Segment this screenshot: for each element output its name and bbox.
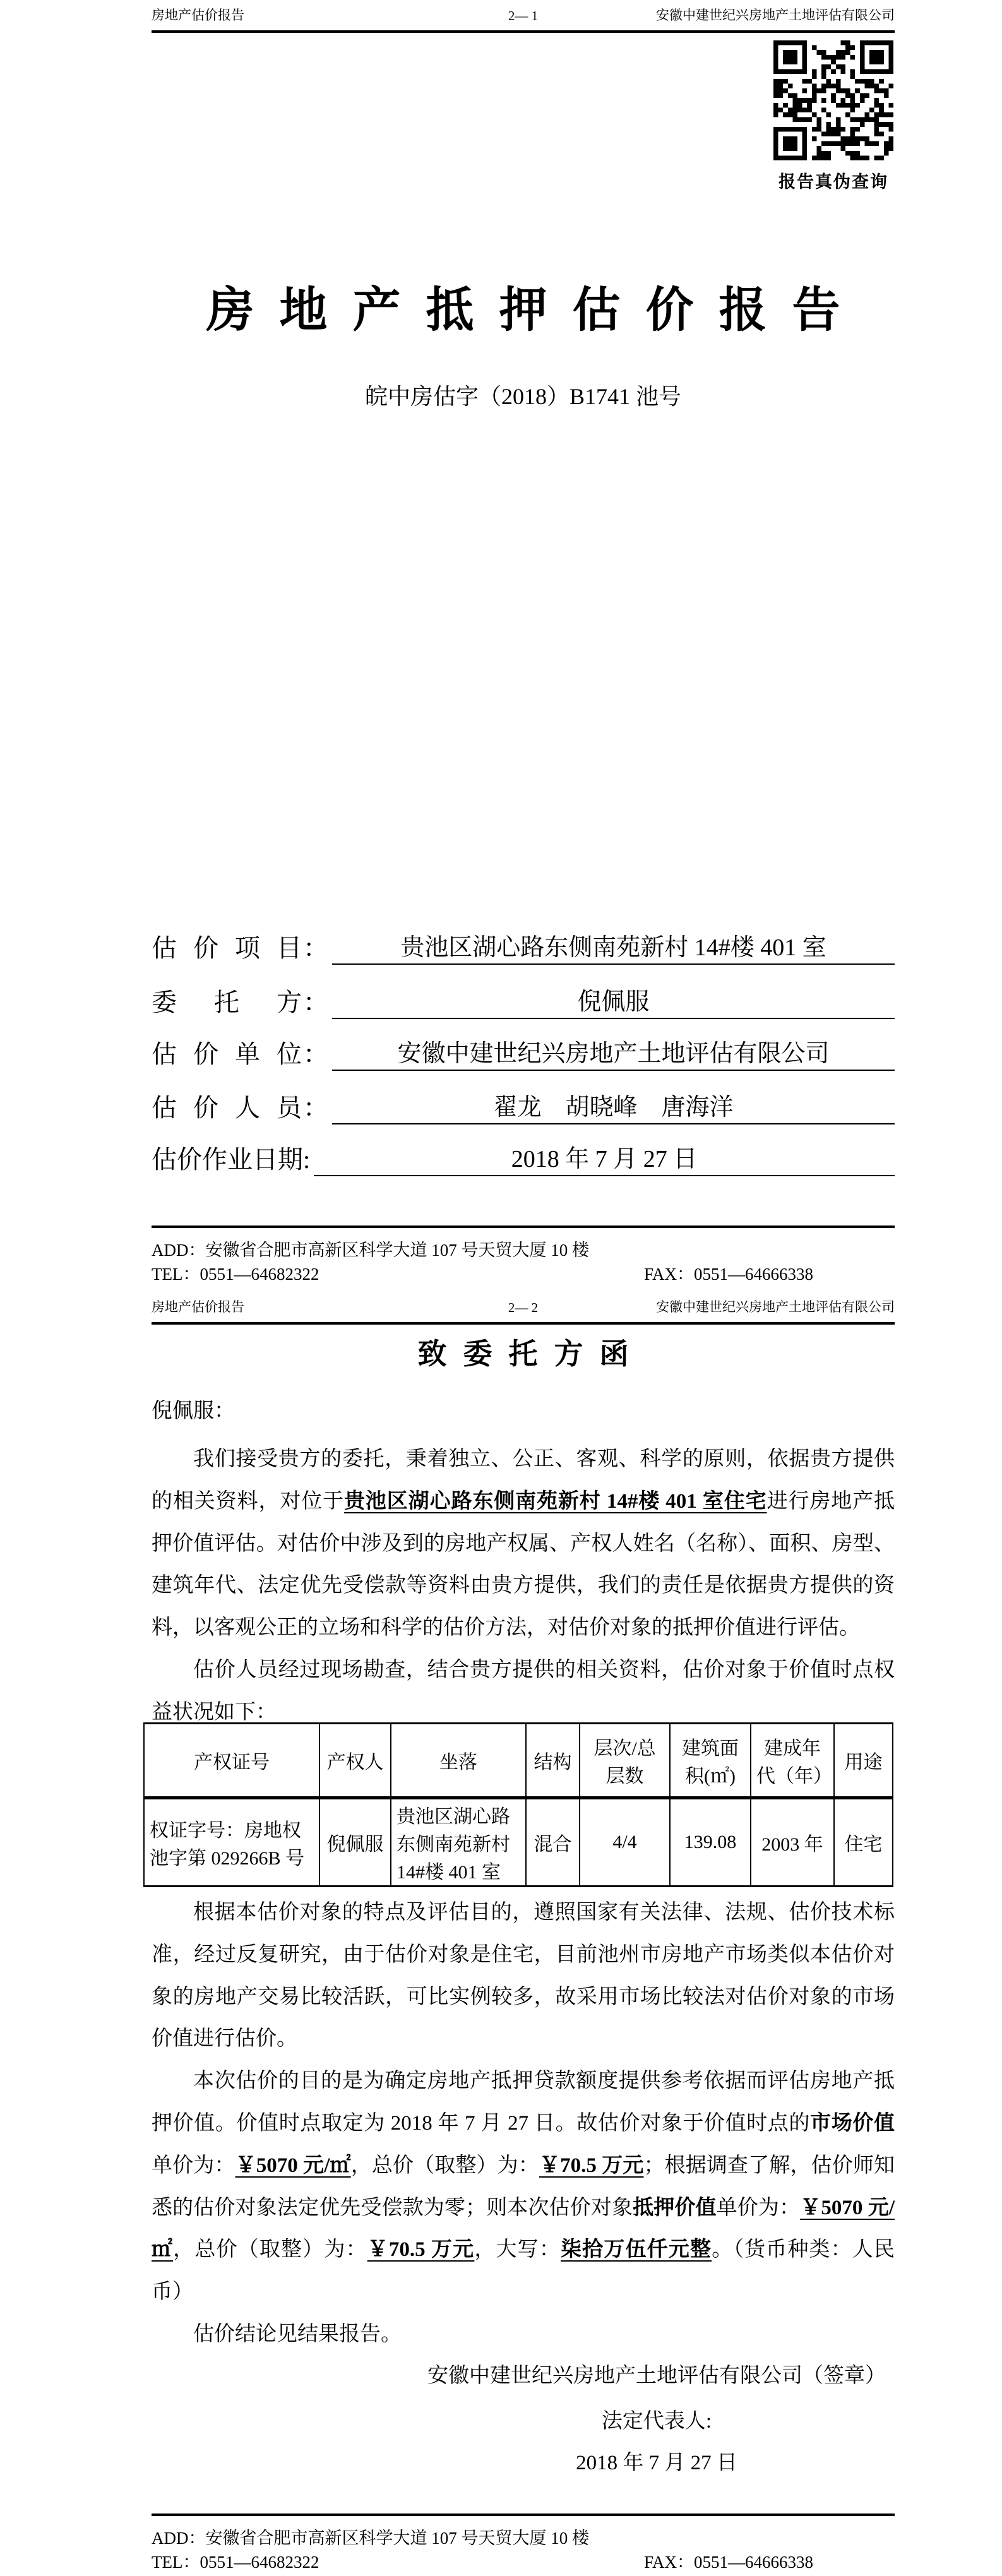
col-cert-no: 产权证号 bbox=[144, 1724, 319, 1798]
qr-caption: 报告真伪查询 bbox=[778, 172, 888, 191]
signature-company: 安徽中建世纪兴房地产土地评估有限公司（签章） bbox=[427, 2364, 886, 2387]
header-company-name: 安徽中建世纪兴房地产土地评估有限公司 bbox=[656, 1299, 895, 1315]
page-header bbox=[152, 5, 895, 33]
col-year-built: 建成年代（年） bbox=[751, 1724, 834, 1798]
page-footer bbox=[152, 2513, 895, 2574]
footer-contacts bbox=[152, 2550, 895, 2574]
field-label: 估 价 人 员 bbox=[152, 1094, 302, 1122]
letter-title: 致委托方函 bbox=[417, 1338, 645, 1370]
salutation: 倪佩服： bbox=[152, 1400, 235, 1422]
col-location: 坐落 bbox=[391, 1724, 526, 1798]
cell-use: 住宅 bbox=[834, 1798, 893, 1887]
col-floor: 层次/总层数 bbox=[580, 1724, 670, 1798]
footer-address: ADD：安徽省合肥市高新区科学大道 107 号天贸大厦 10 楼 bbox=[152, 1241, 589, 1260]
field-value: 贵池区湖心路东侧南苑新村 14#楼 401 室 bbox=[332, 932, 895, 965]
footer-tel: TEL：0551—64682322 bbox=[152, 1265, 319, 1284]
col-structure: 结构 bbox=[526, 1724, 580, 1798]
table-header-row bbox=[144, 1724, 893, 1798]
report-title: 房地产抵押估价报告 bbox=[206, 284, 866, 337]
letter-body-lower bbox=[152, 1892, 895, 2356]
signature-block bbox=[417, 2355, 897, 2484]
header-page-number: 2— 1 bbox=[508, 8, 539, 23]
footer-contacts bbox=[152, 1262, 895, 1286]
page-footer bbox=[152, 1225, 895, 1286]
qr-code-icon bbox=[773, 40, 893, 160]
field-agency bbox=[152, 1038, 895, 1071]
signature-date: 2018 年 7 月 27 日 bbox=[576, 2452, 737, 2474]
cell-area: 139.08 bbox=[670, 1798, 751, 1887]
table-row bbox=[144, 1798, 893, 1887]
report-number: 皖中房估字（2018）B1741 池号 bbox=[364, 384, 681, 409]
paragraph-commission: 我们接受贵方的委托，秉着独立、公正、客观、科学的原则，依据贵方提供的相关资料，对位于贵池区湖心路东侧南苑新村 14#楼 401 室住宅进行房地产抵押价值评估。对估价中涉及到的房地产权属、产权人姓名（名称）、面积、房型、建筑年代、法定优先受偿款等资料由贵方提供，我们的责任是依据贵方提供的资料，以客观公正的立场和科学的估价方法，对估价对象的抵押价值进行评估。 bbox=[152, 1448, 895, 1640]
col-use: 用途 bbox=[834, 1724, 893, 1798]
field-project bbox=[152, 932, 895, 965]
field-client bbox=[152, 986, 895, 1019]
cell-location: 贵池区湖心路东侧南苑新村 14#楼 401 室 bbox=[391, 1798, 526, 1887]
paragraph-valuation: 本次估价的目的是为确定房地产抵押贷款额度提供参考依据而评估房地产抵押价值。价值时点取定为 2018 年 7 月 27 日。故估价对象于价值时点的市场价值单价为：￥5070 元/㎡，总价（取整）为：￥70.5 万元；根据调查了解，估价师知悉的估价对象法定优先受偿款为零；则本次估价对象抵押价值单价为：￥5070 元/㎡，总价（取整）为：￥70.5 万元，大写：柒拾万伍仟元整。（货币种类：人民币） bbox=[152, 2070, 895, 2304]
cell-floor: 4/4 bbox=[580, 1798, 670, 1887]
page-header bbox=[152, 1297, 895, 1325]
header-company-name: 安徽中建世纪兴房地产土地评估有限公司 bbox=[656, 8, 895, 23]
field-colon: ： bbox=[303, 1094, 328, 1122]
footer-tel: TEL：0551—64682322 bbox=[152, 2553, 319, 2572]
paragraph-conclusion: 估价结论见结果报告。 bbox=[193, 2322, 402, 2346]
field-value: 倪佩服 bbox=[332, 986, 895, 1019]
footer-fax: FAX：0551—64666338 bbox=[644, 2553, 814, 2572]
cell-owner: 倪佩服 bbox=[319, 1798, 391, 1887]
cell-cert-no: 权证字号：房地权池字第 029266B 号 bbox=[144, 1798, 319, 1887]
footer-address: ADD：安徽省合肥市高新区科学大道 107 号天贸大厦 10 楼 bbox=[152, 2529, 589, 2548]
field-colon: : bbox=[303, 1145, 311, 1174]
col-owner: 产权人 bbox=[319, 1724, 391, 1798]
field-value: 2018 年 7 月 27 日 bbox=[314, 1143, 895, 1176]
field-value: 安徽中建世纪兴房地产土地评估有限公司 bbox=[332, 1038, 895, 1071]
field-colon: ： bbox=[303, 934, 328, 962]
field-colon: ： bbox=[303, 988, 328, 1017]
field-label: 委 托 方 bbox=[152, 988, 302, 1017]
field-value: 翟龙 胡晓峰 唐海洋 bbox=[332, 1092, 895, 1124]
field-label: 估 价 单 位 bbox=[152, 1040, 302, 1068]
field-appraisers bbox=[152, 1092, 895, 1124]
footer-fax: FAX：0551—64666338 bbox=[644, 1265, 814, 1284]
paragraph-inspection: 估价人员经过现场勘查，结合贵方提供的相关资料，估价对象于价值时点权益状况如下： bbox=[152, 1658, 895, 1724]
header-doc-type: 房地产估价报告 bbox=[152, 8, 244, 23]
paragraph-method: 根据本估价对象的特点及评估目的，遵照国家有关法律、法规、估价技术标准，经过反复研究，由于估价对象是住宅，目前池州市房地产市场类似本估价对象的房地产交易比较活跃，可比实例较多，故采用市场比较法对估价对象的市场价值进行估价。 bbox=[152, 1901, 895, 2051]
qr-block bbox=[772, 40, 895, 193]
col-area: 建筑面积(㎡) bbox=[670, 1724, 751, 1798]
field-colon: ： bbox=[303, 1040, 328, 1068]
cell-structure: 混合 bbox=[526, 1798, 580, 1887]
header-page-number: 2— 2 bbox=[508, 1300, 539, 1315]
property-table bbox=[143, 1722, 893, 1887]
field-label: 估 价 作 业 日 期 bbox=[152, 1145, 303, 1174]
cell-year-built: 2003 年 bbox=[751, 1798, 834, 1887]
field-date bbox=[152, 1143, 895, 1176]
header-doc-type: 房地产估价报告 bbox=[152, 1299, 244, 1315]
letter-page bbox=[0, 1288, 1002, 2576]
field-label: 估 价 项 目 bbox=[152, 934, 302, 962]
letter-body-upper bbox=[152, 1438, 895, 1734]
signature-legal-rep: 法定代表人: bbox=[601, 2410, 712, 2433]
